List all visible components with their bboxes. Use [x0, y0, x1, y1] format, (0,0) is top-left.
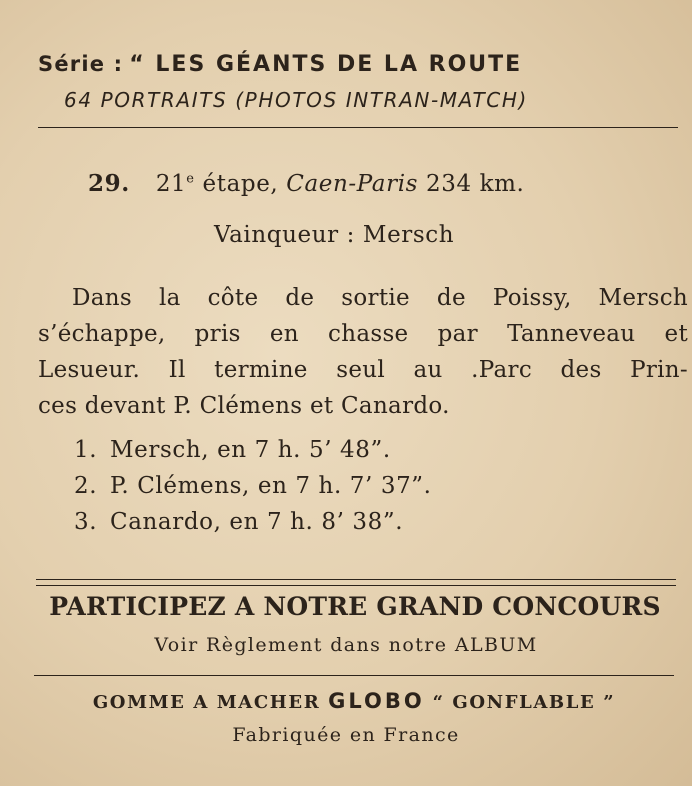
result-rank: 3. [74, 509, 98, 535]
stage-word: étape, [202, 171, 279, 197]
stage-distance: 234 km. [426, 171, 525, 197]
footer-divider-top [36, 579, 676, 580]
header-divider [38, 127, 678, 128]
footer-divider-thin [36, 585, 676, 586]
description-line: ces devant P. Clémens et Canardo. [38, 393, 450, 419]
stage-suffix: e [186, 171, 195, 187]
result-item [74, 504, 614, 540]
result-item [74, 432, 614, 468]
gum-brand-line [34, 689, 674, 713]
results-list [74, 432, 614, 540]
series-label: Série : [38, 52, 124, 76]
winner-line [214, 222, 454, 248]
result-text: Canardo, en 7 h. 8’ 38”. [110, 509, 404, 535]
made-in-france: Fabriquée en France [232, 724, 460, 746]
result-rank: 1. [74, 437, 98, 463]
card-number: 29. [88, 170, 130, 197]
stage-heading [88, 170, 668, 197]
portraits-subtitle: 64 PORTRAITS (PHOTOS INTRAN-MATCH) [64, 88, 528, 112]
stage-number: 21 [155, 171, 187, 197]
gum-suffix: “ GONFLABLE ” [432, 692, 616, 713]
contest-heading: PARTICIPEZ A NOTRE GRAND CONCOURS [49, 592, 661, 621]
result-rank: 2. [74, 473, 98, 499]
result-text: Mersch, en 7 h. 5’ 48”. [110, 437, 391, 463]
series-title [38, 52, 668, 77]
description-line: Lesueur. Il termine seul au .Parc des Prin- [38, 357, 688, 383]
description-line: Dans la côte de sortie de Poissy, Mersch [72, 285, 688, 311]
result-item [74, 468, 614, 504]
gum-brand: GLOBO [328, 689, 425, 713]
stage-route: Caen-Paris [286, 171, 419, 197]
footer-divider-bottom [34, 675, 674, 676]
description-line: s’échappe, pris en chasse par Tanneveau et [38, 321, 688, 347]
rules-note: Voir Règlement dans notre ALBUM [154, 634, 538, 656]
winner-name: Mersch [362, 222, 455, 248]
stage-description [38, 280, 688, 424]
gum-prefix: GOMME A MACHER [92, 692, 321, 713]
winner-label: Vainqueur : [214, 222, 355, 248]
result-text: P. Clémens, en 7 h. 7’ 37”. [110, 473, 432, 499]
series-name: “ LES GÉANTS DE LA ROUTE [129, 52, 523, 77]
